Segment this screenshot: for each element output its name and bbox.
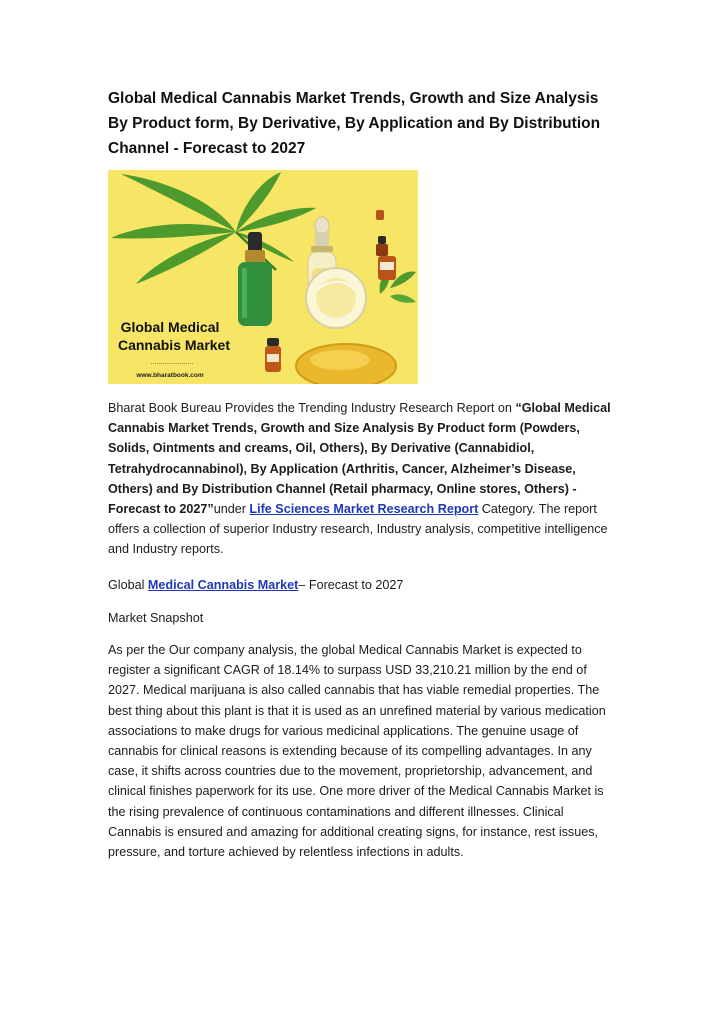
intro-paragraph bbox=[108, 398, 613, 560]
snapshot-heading: Market Snapshot bbox=[108, 611, 204, 625]
market-line-prefix: Global bbox=[108, 578, 148, 592]
intro-under: under bbox=[213, 502, 250, 517]
amber-vial-icon bbox=[265, 338, 281, 372]
hero-image bbox=[108, 170, 418, 384]
category-link[interactable]: Life Sciences Market Research Report bbox=[249, 502, 479, 517]
medical-cannabis-market-link[interactable]: Medical Cannabis Market bbox=[147, 578, 299, 592]
intro-report-title: “Global Medical Cannabis Market Trends, Growth and Size Analysis By Product form (Powders, Solids, Ointments and creams, Oil, Others), By Derivative (Cannabidiol, Tetrahydrocannabinol), By Application (Arthritis, Cancer, Alzheimer’s Disease, Others) and By Distribution Channel (Retail pharmacy, Online stores, Others) - Forecast to 2027” bbox=[108, 401, 611, 517]
oil-dish-icon bbox=[296, 344, 396, 384]
intro-lead: Bharat Book Bureau Provides the Trending Industry Research Report on bbox=[108, 401, 516, 415]
market-line-suffix: – Forecast to 2027 bbox=[298, 578, 404, 592]
snapshot-paragraph: As per the Our company analysis, the global Medical Cannabis Market is expected to register a significant CAGR of 18.14% to surpass USD 33,210.21 million by the end of 2027. Medical marijuana is also called cannabis that has viable remedial properties. The best thing about this plant is that it is used as an unrefined material by various medication associations to make drugs for various medicinal applications. The genuine usage of cannabis for clinical reasons is extending because of its compelling advantages. In any case, it shifts across countries due to the movement, proprietorship, advancement, and clinical finishes paperwork for its use. One more driver of the Medical Cannabis Market is the rising prevalence of continuous contaminations and different illnesses. Clinical Cannabis is ensured and amazing for additional creating signs, for instance, rest issues, pressure, and torture achieved by relentless infections in adults. bbox=[108, 643, 606, 860]
page-title: Global Medical Cannabis Market Trends, Growth and Size Analysis By Product form, By Derivative, By Application and By Distribution Channel - Forecast to 2027 bbox=[108, 90, 601, 157]
hero-dots: ...................... bbox=[150, 359, 194, 366]
glass-bowl-icon bbox=[306, 268, 366, 328]
intro-tail: Category. The report offers a collection of superior Industry research, Industry analysis, competitive intelligence and Industry reports. bbox=[108, 502, 608, 557]
cannabis-products-illustration bbox=[108, 170, 418, 384]
hero-text-line2: Cannabis Market bbox=[117, 337, 231, 353]
hero-url: www.bharatbook.com bbox=[136, 372, 204, 379]
market-line bbox=[108, 575, 613, 595]
cap-icon bbox=[376, 210, 384, 220]
hero-text-line1: Global Medical bbox=[120, 319, 220, 335]
